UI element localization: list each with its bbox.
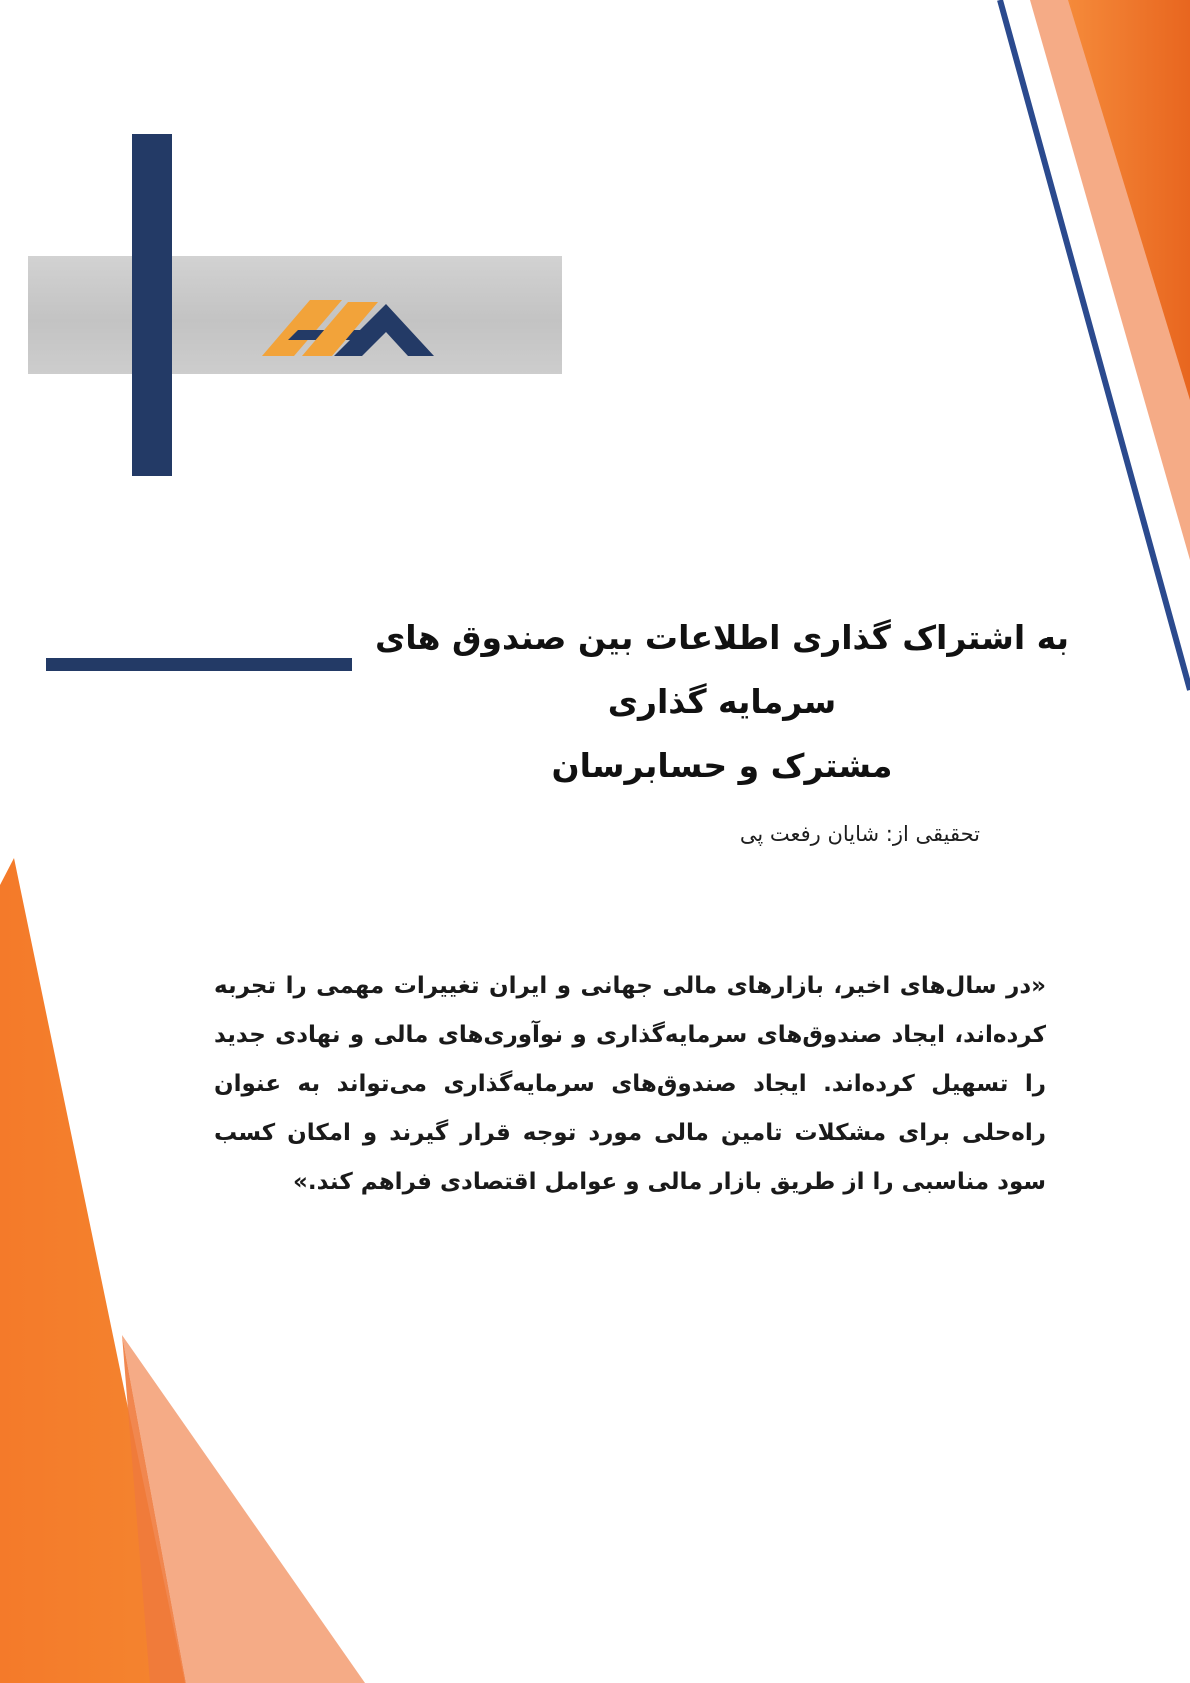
title-rule (46, 658, 352, 671)
abstract-paragraph: «در سال‌های اخیر، بازارهای مالی جهانی و ایران تغییرات مهمی را تجربه کرده‌اند، ایجاد صندوق‌های سرمایه‌گذاری و نوآوری‌های مالی و نهادی جدید را تسهیل کرده‌اند. ایجاد صندوق‌های سرمایه‌گذاری می‌تواند به عنوان راه‌حلی برای مشکلات تامین مالی مورد توجه قرار گیرند و امکان کسب سود مناسبی را از طریق بازار مالی و عوامل اقتصادی فراهم کند.» (214, 973, 1046, 1195)
title-line-1: به اشتراک گذاری اطلاعات بین صندوق های سرمایه گذاری (374, 618, 1070, 721)
top-right-corner-shapes (1000, 0, 1190, 690)
ha-logo-icon (262, 296, 434, 358)
author-line: تحقیقی از: شایان رفعت پی (739, 822, 980, 846)
document-title (350, 606, 1094, 798)
title-line-2: مشترک و حسابرسان (551, 746, 893, 785)
header-navy-bar (132, 134, 172, 476)
